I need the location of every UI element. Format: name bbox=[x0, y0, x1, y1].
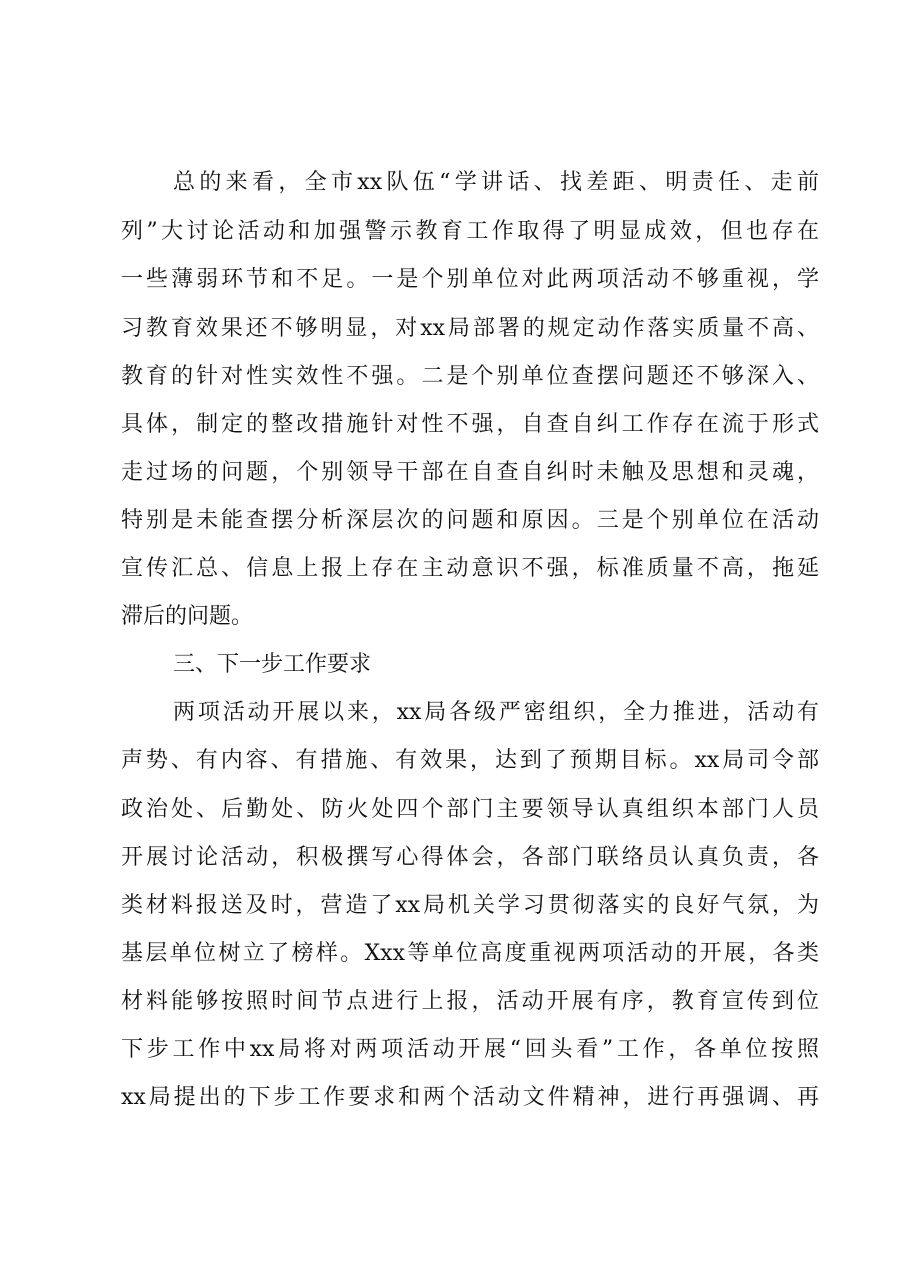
text-line: 基层单位树立了榜样。Xxx等单位高度重视两项活动的开展，各类 bbox=[121, 941, 819, 966]
text-line: 声势、有内容、有措施、有效果，达到了预期目标。xx局司令部 bbox=[121, 748, 819, 773]
text-line: 政治处、后勤处、防火处四个部门主要领导认真组织本部门人员 bbox=[121, 797, 819, 822]
text-line: 特别是未能查摆分析深层次的问题和原因。三是个别单位在活动 bbox=[121, 508, 819, 533]
text-line: 列”大讨论活动和加强警示教育工作取得了明显成效，但也存在 bbox=[121, 219, 819, 244]
text-line: 具体，制定的整改措施针对性不强，自查自纠工作存在流于形式 bbox=[121, 412, 819, 437]
text-line: 总的来看，全市xx队伍“学讲话、找差距、明责任、走前 bbox=[173, 170, 819, 195]
text-line: 一些薄弱环节和不足。一是个别单位对此两项活动不够重视，学 bbox=[121, 267, 819, 292]
text-line: 两项活动开展以来，xx局各级严密组织，全力推进，活动有 bbox=[173, 700, 819, 725]
section-heading: 三、下一步工作要求 bbox=[173, 652, 372, 677]
text-line: 宣传汇总、信息上报上存在主动意识不强，标准质量不高，拖延 bbox=[121, 556, 819, 581]
text-line: 材料能够按照时间节点进行上报，活动开展有序，教育宣传到位 bbox=[121, 989, 819, 1014]
text-line: 习教育效果还不够明显，对xx局部署的规定动作落实质量不高、 bbox=[121, 316, 819, 341]
text-line: 开展讨论活动，积极撰写心得体会，各部门联络员认真负责，各 bbox=[121, 845, 819, 870]
text-line: 下步工作中xx局将对两项活动开展“回头看”工作，各单位按照 bbox=[121, 1037, 819, 1062]
text-line: 走过场的问题，个别领导干部在自查自纠时未触及思想和灵魂， bbox=[121, 460, 819, 485]
text-line: 教育的针对性实效性不强。二是个别单位查摆问题还不够深入、 bbox=[121, 364, 819, 389]
text-line: 类材料报送及时，营造了xx局机关学习贯彻落实的良好气氛，为 bbox=[121, 893, 819, 918]
text-line: 滞后的问题。 bbox=[121, 604, 254, 629]
text-line: xx局提出的下步工作要求和两个活动文件精神，进行再强调、再 bbox=[121, 1085, 819, 1110]
